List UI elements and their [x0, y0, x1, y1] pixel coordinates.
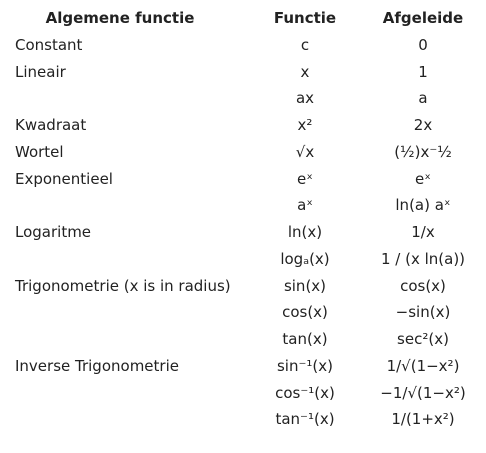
derivative-cell: eˣ: [415, 169, 431, 188]
header-category: Algemene functie: [45, 9, 195, 27]
table-row: [8, 246, 478, 273]
table-row: [8, 300, 478, 327]
table-row: [8, 59, 478, 86]
category-cell: Exponentieel: [15, 169, 113, 188]
category-cell: Kwadraat: [15, 116, 87, 135]
function-cell: cos(x): [282, 303, 328, 322]
derivative-cell: (½)x⁻½: [394, 142, 452, 161]
function-cell: x²: [297, 116, 313, 135]
table-row: [8, 139, 478, 166]
function-cell: sin⁻¹(x): [276, 356, 333, 375]
function-cell: sin(x): [283, 276, 327, 295]
category-cell: Lineair: [15, 62, 66, 81]
function-cell: ax: [295, 89, 315, 108]
derivative-cell: 1/x: [411, 223, 435, 242]
function-cell: cos⁻¹(x): [275, 383, 335, 402]
derivative-cell: −sin(x): [395, 303, 451, 322]
table-row: [8, 193, 478, 220]
table-body: [8, 32, 478, 433]
header-derivative: Afgeleide: [382, 9, 464, 27]
category-cell: [8, 300, 254, 327]
derivative-cell: sec²(x): [397, 330, 449, 349]
category-cell: [8, 193, 254, 220]
function-cell: logₐ(x): [280, 249, 330, 268]
function-cell: c: [300, 35, 310, 54]
table-row: [8, 326, 478, 353]
table-row: [8, 353, 478, 380]
function-cell: tan⁻¹(x): [275, 410, 335, 429]
table-row: [8, 32, 478, 59]
derivative-cell: cos(x): [400, 276, 446, 295]
table-row: [8, 380, 478, 407]
table-row: [8, 219, 478, 246]
category-cell: [8, 380, 254, 407]
category-cell: Inverse Trigonometrie: [15, 356, 179, 375]
derivative-cell: 1 / (x ln(a)): [380, 249, 466, 268]
derivative-cell: −1/√(1−x²): [380, 383, 466, 402]
category-cell: [8, 246, 254, 273]
derivative-cell: 1/√(1−x²): [386, 356, 460, 375]
function-cell: ln(x): [287, 223, 323, 242]
function-cell: eˣ: [297, 169, 313, 188]
derivative-cell: 0: [418, 35, 428, 54]
table-row: [8, 86, 478, 113]
category-cell: Constant: [15, 35, 83, 54]
category-cell: Wortel: [15, 142, 64, 161]
category-cell: [8, 407, 254, 434]
function-cell: tan(x): [282, 330, 328, 349]
table-row: [8, 166, 478, 193]
category-cell: [8, 86, 254, 113]
function-cell: √x: [295, 142, 315, 161]
function-cell: x: [300, 62, 310, 81]
header-function: Functie: [273, 9, 337, 27]
derivative-cell: a: [418, 89, 428, 108]
category-cell: Trigonometrie (x is in radius): [15, 276, 231, 295]
derivative-cell: 1: [418, 62, 428, 81]
derivative-cell: ln(a) aˣ: [395, 196, 451, 215]
table-row: [8, 273, 478, 300]
table-row: [8, 112, 478, 139]
category-cell: Logaritme: [15, 223, 92, 242]
derivatives-table: [8, 5, 478, 433]
table-row: [8, 407, 478, 434]
category-cell: [8, 326, 254, 353]
header-row: [8, 5, 478, 32]
derivative-cell: 1/(1+x²): [391, 410, 455, 429]
function-cell: aˣ: [297, 196, 313, 215]
derivative-cell: 2x: [413, 116, 433, 135]
